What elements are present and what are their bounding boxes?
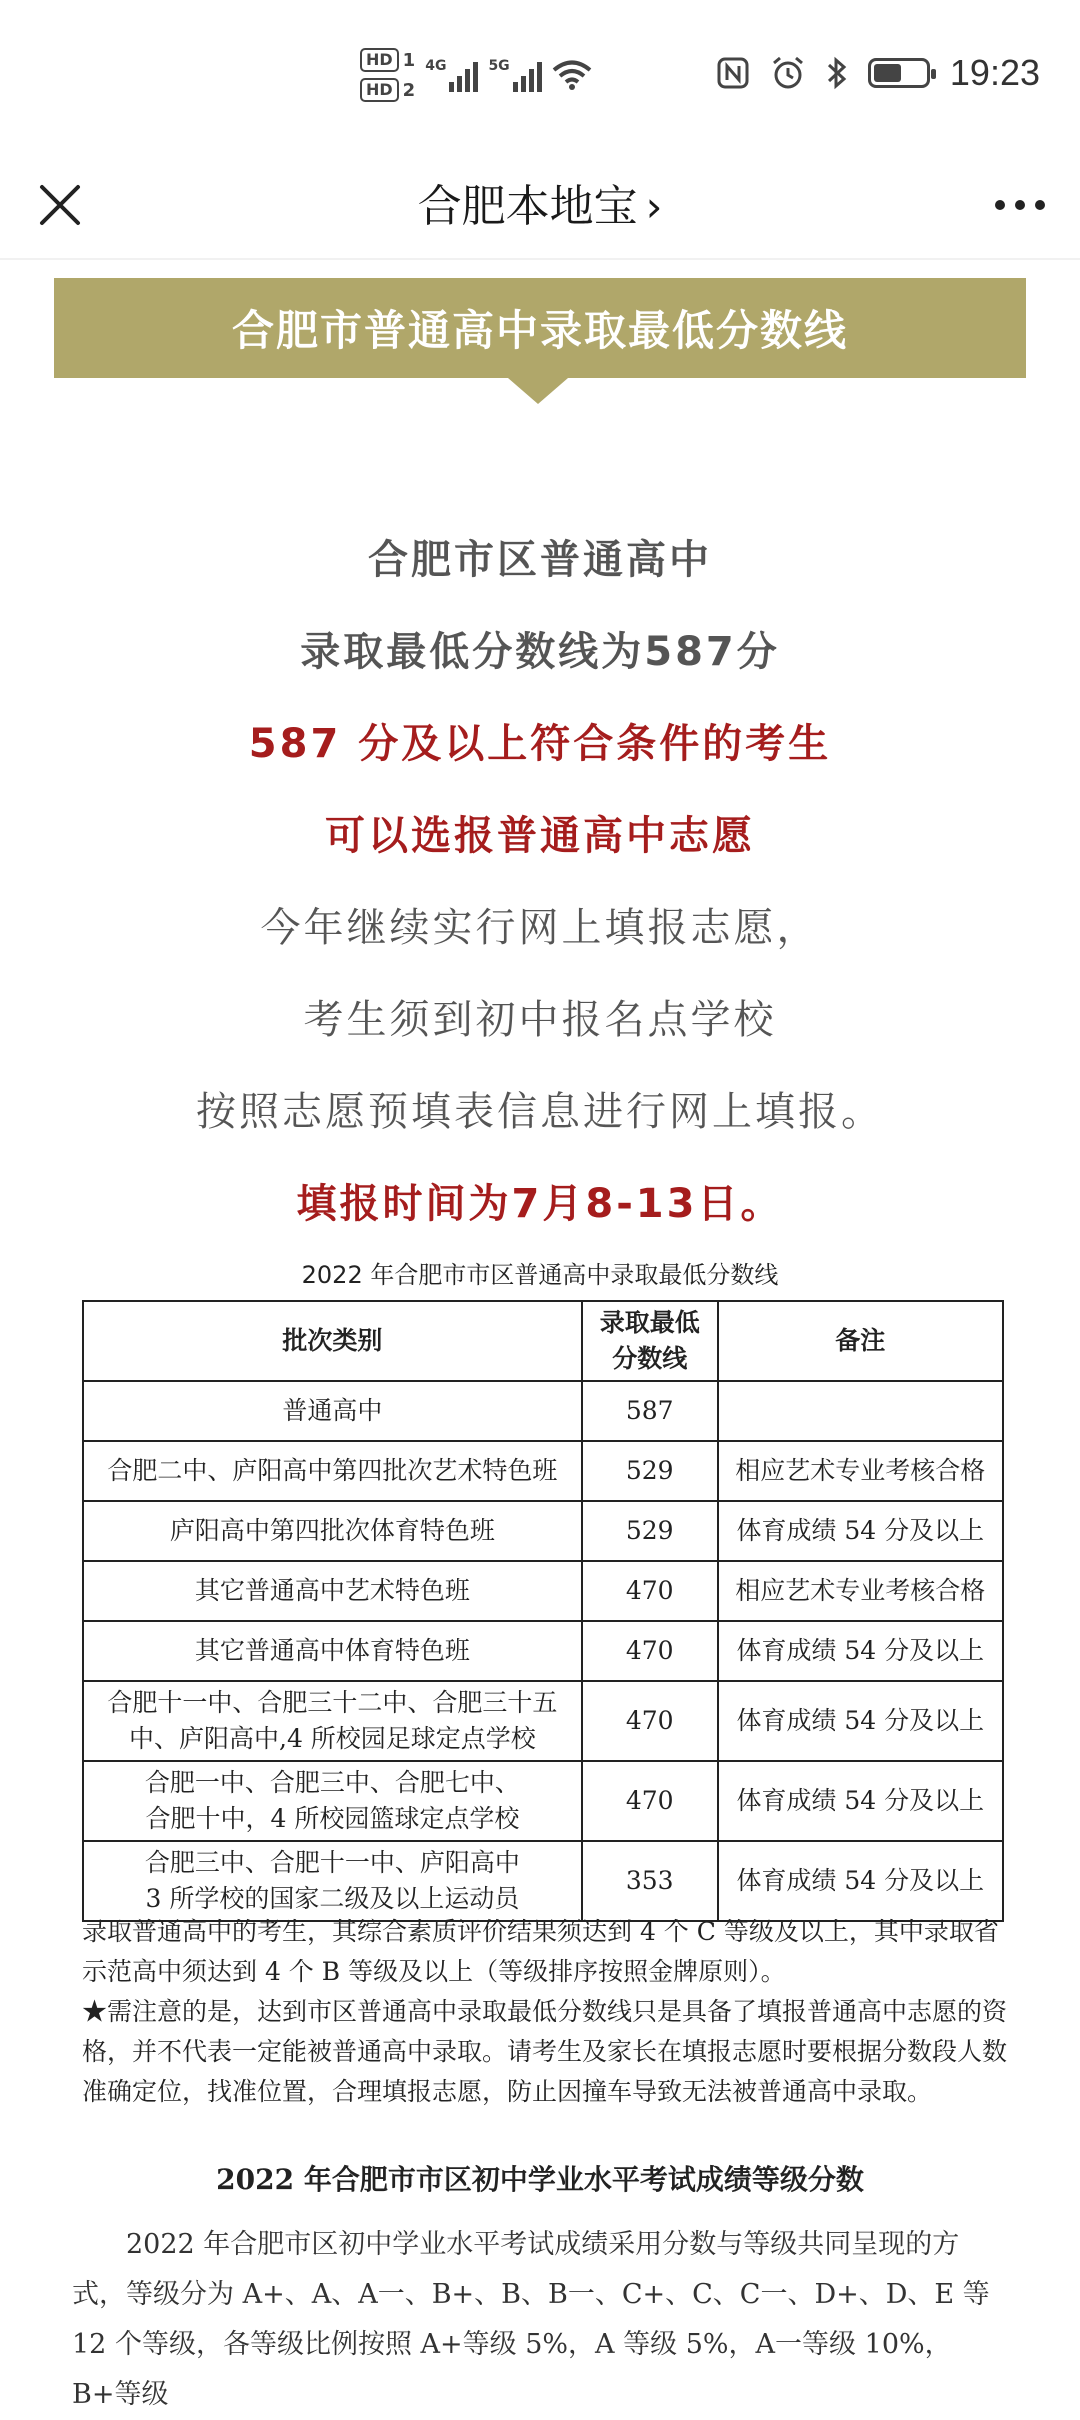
table-cell: 体育成绩 54 分及以上 [718, 1501, 1003, 1561]
net2-label: 5G [488, 58, 510, 74]
alarm-icon [770, 55, 806, 91]
table-row [83, 1501, 1003, 1561]
note-paragraph: ★需注意的是，达到市区普通高中录取最低分数线只是具备了填报普通高中志愿的资格，并不代表一定能被普通高中录取。请考生及家长在填报志愿时要根据分数段人数准确定位，找准位置，合理填报志愿，防止因撞车导致无法被普通高中录取。 [82, 1997, 1008, 2106]
hd1-num: 1 [402, 49, 416, 71]
score-table [82, 1300, 1004, 1922]
system-indicators [716, 52, 1040, 94]
battery-fill [874, 64, 902, 82]
banner-title: 合肥市普通高中录取最低分数线 [231, 306, 848, 355]
table-row [83, 1761, 1003, 1841]
table-cell: 体育成绩 54 分及以上 [718, 1681, 1003, 1761]
table-cell: 529 [582, 1441, 718, 1501]
bluetooth-icon [826, 55, 848, 91]
banner-pointer [508, 378, 568, 404]
wifi-icon [552, 59, 592, 91]
intro-line: 今年继续实行网上填报志愿， [260, 905, 820, 951]
table-cell: 587 [582, 1381, 718, 1441]
note-paragraph: 录取普通高中的考生，其综合素质评价结果须达到 4 个 C 等级及以上，其中录取省示范高中须达到 4 个 B 等级及以上（等级排序按照金牌原则）。 [82, 1917, 999, 1986]
chevron-right-icon: › [645, 182, 663, 231]
account-title: 合肥本地宝 [417, 181, 638, 232]
table-cell: 体育成绩 54 分及以上 [718, 1621, 1003, 1681]
intro-line: 考生须到初中报名点学校 [303, 997, 777, 1043]
intro-line: 录取最低分数线为587分 [300, 629, 780, 675]
status-bar [0, 0, 1080, 150]
table-cell: 470 [582, 1761, 718, 1841]
table-cell: 体育成绩 54 分及以上 [718, 1841, 1003, 1921]
table-row [83, 1681, 1003, 1761]
table-cell: 其它普通高中艺术特色班 [83, 1561, 582, 1621]
hd2-label: HD [360, 78, 399, 102]
table-cell: 529 [582, 1501, 718, 1561]
table-cell: 合肥十一中、合肥三十二中、合肥三十五 中、庐阳高中,4 所校园足球定点学校 [83, 1681, 582, 1761]
table-row [83, 1441, 1003, 1501]
table-cell: 合肥二中、庐阳高中第四批次艺术特色班 [83, 1441, 582, 1501]
intro-text [0, 520, 1080, 1256]
table-caption: 2022 年合肥市市区普通高中录取最低分数线 [301, 1261, 779, 1289]
network-indicators [360, 48, 592, 102]
intro-line-highlight: 填报时间为7月8-13日。 [296, 1181, 784, 1227]
table-cell: 合肥一中、合肥三中、合肥七中、 合肥十中，4 所校园篮球定点学校 [83, 1761, 582, 1841]
table-cell: 普通高中 [83, 1381, 582, 1441]
more-icon[interactable] [990, 180, 1050, 230]
intro-line-highlight: 587 分及以上符合条件的考生 [248, 721, 832, 767]
table-row [83, 1381, 1003, 1441]
notes-block [82, 1912, 1012, 2112]
hd2-indicator [360, 78, 415, 102]
table-cell: 体育成绩 54 分及以上 [718, 1761, 1003, 1841]
table-row [83, 1561, 1003, 1621]
table-cell: 470 [582, 1621, 718, 1681]
nav-bar [0, 150, 1080, 260]
table-cell: 470 [582, 1561, 718, 1621]
section-heading: 2022 年合肥市市区初中学业水平考试成绩等级分数 [216, 2163, 864, 2196]
table-header: 备注 [718, 1301, 1003, 1381]
table-cell: 470 [582, 1681, 718, 1761]
section-banner [54, 278, 1026, 378]
table-row [83, 1621, 1003, 1681]
table-cell: 相应艺术专业考核合格 [718, 1441, 1003, 1501]
table-cell: 353 [582, 1841, 718, 1921]
battery-icon [868, 58, 930, 88]
intro-line-highlight: 可以选报普通高中志愿 [325, 813, 755, 859]
table-cell: 庐阳高中第四批次体育特色班 [83, 1501, 582, 1561]
hd-indicators [360, 48, 415, 102]
clock: 19:23 [949, 52, 1040, 93]
intro-line: 按照志愿预填表信息进行网上填报。 [196, 1089, 884, 1135]
signal-4g-icon [425, 58, 478, 92]
body-paragraph: 2022 年合肥市区初中学业水平考试成绩采用分数与等级共同呈现的方式，等级分为 A+、A、A一、B+、B、B一、C+、C、C一、D+、D、E 等 12 个等级，各等级比例按照 A+等级 5%，A 等级 5%，A一等级 10%，B+等级 [72, 2229, 990, 2410]
hd2-num: 2 [402, 79, 416, 101]
hd1-indicator [360, 48, 415, 72]
nfc-icon [716, 56, 750, 90]
table-row [83, 1841, 1003, 1921]
intro-line: 合肥市区普通高中 [368, 537, 712, 583]
account-title-link[interactable] [0, 170, 1080, 234]
table-cell: 其它普通高中体育特色班 [83, 1621, 582, 1681]
table-header: 批次类别 [83, 1301, 582, 1381]
hd1-label: HD [360, 48, 399, 72]
table-header: 录取最低 分数线 [582, 1301, 718, 1381]
table-header-row [83, 1301, 1003, 1381]
table-cell: 合肥三中、合肥十一中、庐阳高中 3 所学校的国家二级及以上运动员 [83, 1841, 582, 1921]
table-cell [718, 1381, 1003, 1441]
net1-label: 4G [425, 58, 447, 74]
signal-5g-icon [488, 58, 541, 92]
table-cell: 相应艺术专业考核合格 [718, 1561, 1003, 1621]
